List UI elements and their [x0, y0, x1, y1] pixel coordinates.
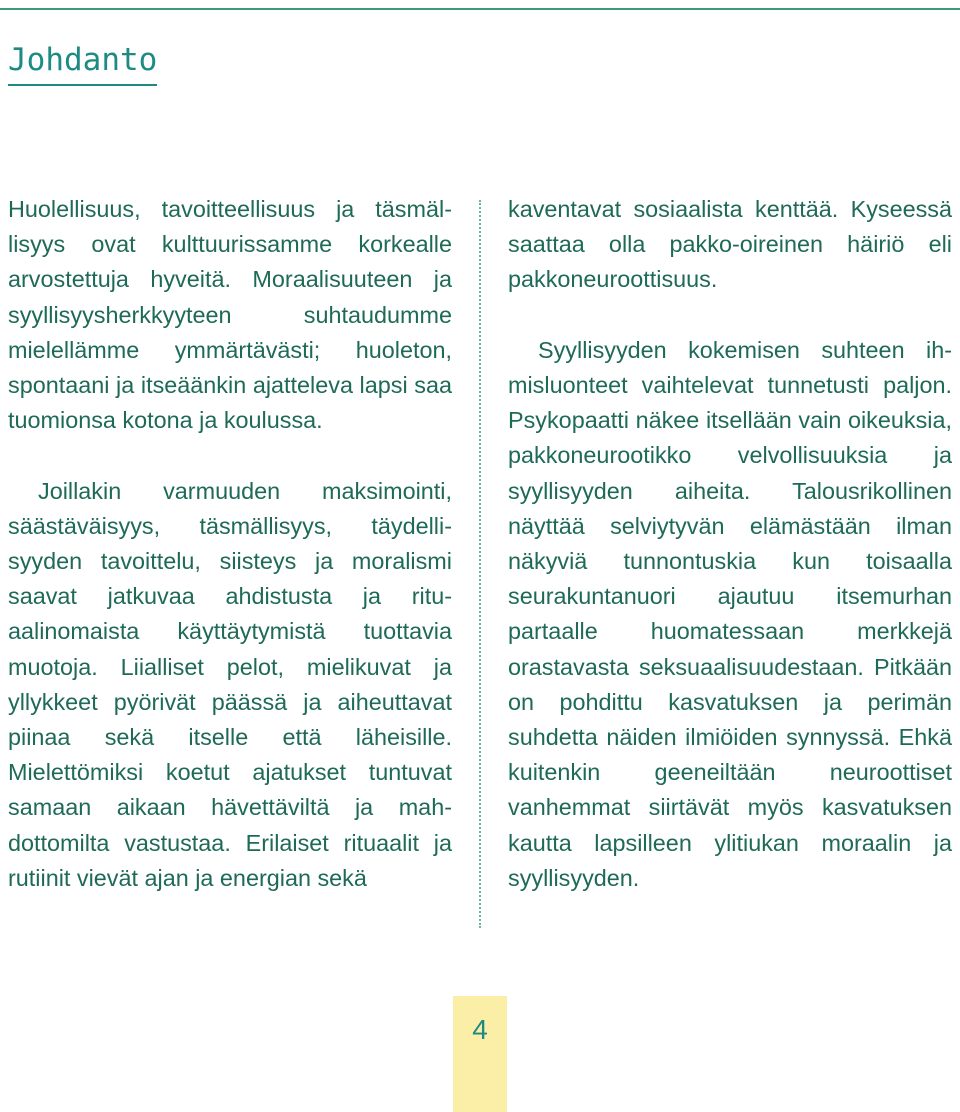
left-paragraph-1: Huolellisuus, tavoitteellisuus ja täsmällisyys ovat kulttuurissamme korkealle arvostettuja hyveitä. Moraalisuuteen ja syyllisyysherkkyyteen suhtaudumme mielellämme ymmärtävästi; huoleton, spontaani ja itseäänkin ajatteleva lapsi saa tuomionsa kotona ja koulussa. — [8, 196, 452, 434]
right-column — [508, 192, 952, 896]
right-paragraph-1: kaventavat sosiaalista kenttää. Kyseessä saattaa olla pakko-oireinen häiriö eli pakkoneuroottisuus. — [508, 196, 952, 293]
page-number-tab — [453, 996, 507, 1112]
page-number: 4 — [472, 1014, 488, 1045]
column-divider — [479, 200, 481, 928]
left-column — [8, 192, 452, 896]
right-paragraph-2: Syyllisyyden kokemisen suhteen ihmisluonteet vaihtelevat tunnetusti paljon. Psykopaatti näkee itsellään vain oikeuksia, pakkoneurootikko velvollisuuksia ja syyllisyyden aiheita. Talousrikollinen näyttää selviytyvän elämästään ilman näkyviä tunnontuskia kun toisaalla seurakuntanuori ajautuu itsemurhan partaalle huomatessaan merkkejä orastavasta seksuaalisuudestaan. Pitkään on pohdittu kasvatuksen ja perimän suhdetta näiden ilmiöiden synnyssä. Ehkä kuitenkin geeneiltään neuroottiset vanhemmat siirtävät myös kasvatuksen kautta lapsilleen ylitiukan moraalin ja syyllisyyden. — [508, 336, 952, 891]
top-rule — [0, 8, 960, 10]
left-paragraph-2: Joillakin varmuuden maksimointi, säästäväisyys, täsmällisyys, täydellisyyden tavoittelu, siisteys ja moralismi saavat jatkuvaa ahdistusta ja rituaalinomaista käyttäytymistä tuottavia muotoja. Liialliset pelot, mielikuvat ja yllykkeet pyörivät päässä ja aiheuttavat piinaa sekä itselle että läheisille. Mielettömiksi koetut ajatukset tuntuvat samaan aikaan hävettäviltä ja mahdottomilta vastustaa. Erilaiset rituaalit ja rutiinit vievät ajan ja energian sekä — [8, 477, 452, 891]
page-title: Johdanto — [8, 38, 157, 86]
